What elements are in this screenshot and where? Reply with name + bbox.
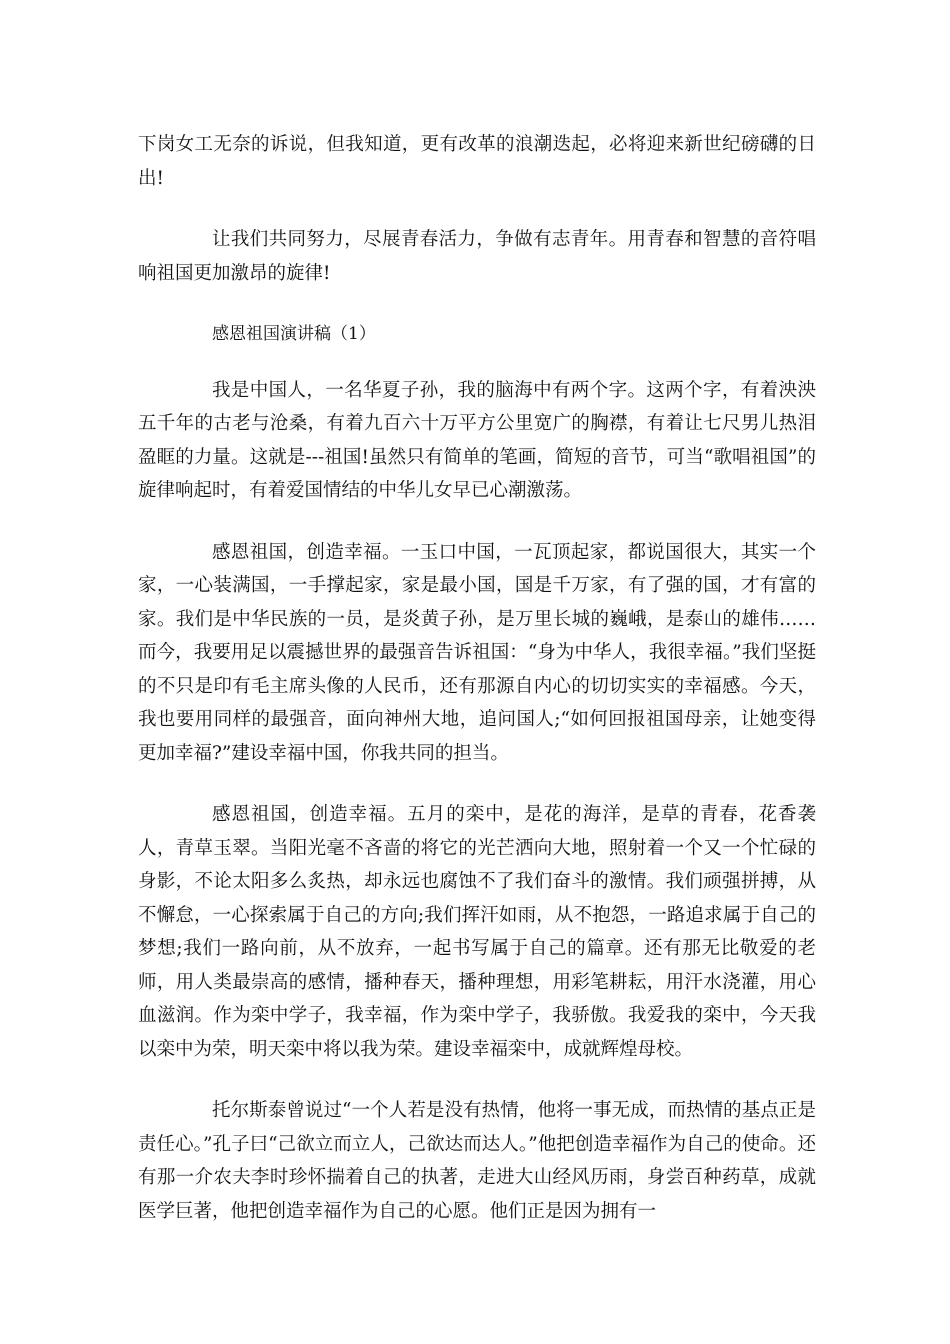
paragraph-tolstoy-quote: 托尔斯泰曾说过“一个人若是没有热情，他将一事无成，而热情的基点正是责任心。”孔子曰“己欲立而立人，己欲达而达人。”他把创造幸福作为自己的使命。还有那一介农夫李时珍怀揣着自己的执著，走进大山经风历雨，身尝百种药草，成就医学巨著，他把创造幸福作为自己的心愿。他们正是因为拥有一 xyxy=(138,1100,816,1222)
paragraph-gratitude-school: 感恩祖国，创造幸福。五月的栾中，是花的海洋，是草的青春，花香袭人，青草玉翠。当阳光毫不吝啬的将它的光芒洒向大地，照射着一个又一个忙碌的身影，不论太阳多么炙热，却永远也腐蚀不了我们奋斗的激情。我们顽强拼搏，从不懈怠，一心探索属于自己的方向;我们挥汗如雨，从不抱怨，一路追求属于自己的梦想;我们一路向前，从不放弃，一起书写属于自己的篇章。还有那无比敬爱的老师，用人类最崇高的感情，播种春天，播种理想，用彩笔耕耘，用汗水浇灌，用心血滋润。作为栾中学子，我幸福，作为栾中学子，我骄傲。我爱我的栾中，今天我以栾中为荣，明天栾中将以我为荣。建设幸福栾中，成就辉煌母校。 xyxy=(138,804,816,1060)
paragraph-gratitude-home: 感恩祖国，创造幸福。一玉口中国，一瓦顶起家，都说国很大，其实一个家，一心装满国，一手撑起家，家是最小国，国是千万家，有了强的国，才有富的家。我们是中华民族的一员，是炎黄子孙，是万里长城的巍峨，是泰山的雄伟……而今，我要用足以震撼世界的最强音告诉祖国：“身为中华人，我很幸福。”我们坚挺的不只是印有毛主席头像的人民币，还有那源自内心的切切实实的幸福感。今天，我也要用同样的最强音，面向神州大地，追问国人;“如何回报祖国母亲，让她变得更加幸福?”建设幸福中国，你我共同的担当。 xyxy=(138,541,816,764)
speech-title: 感恩祖国演讲稿（1） xyxy=(212,324,376,344)
paragraph-intro: 我是中国人，一名华夏子孙，我的脑海中有两个字。这两个字，有着泱泱五千年的古老与沧桑，有着九百六十万平方公里宽广的胸襟，有着让七尺男儿热泪盈眶的力量。这就是---祖国!虽然只有简单的笔画，简短的音节，可当“歌唱祖国”的旋律响起时，有着爱国情结的中华儿女早已心潮激荡。 xyxy=(138,379,816,501)
paragraph-continuation: 下岗女工无奈的诉说，但我知道，更有改革的浪潮迭起，必将迎来新世纪磅礴的日出! xyxy=(138,134,816,189)
paragraph-closing-call: 让我们共同努力，尽展青春活力，争做有志青年。用青春和智慧的音符唱响祖国更加激昂的旋律! xyxy=(138,229,816,284)
